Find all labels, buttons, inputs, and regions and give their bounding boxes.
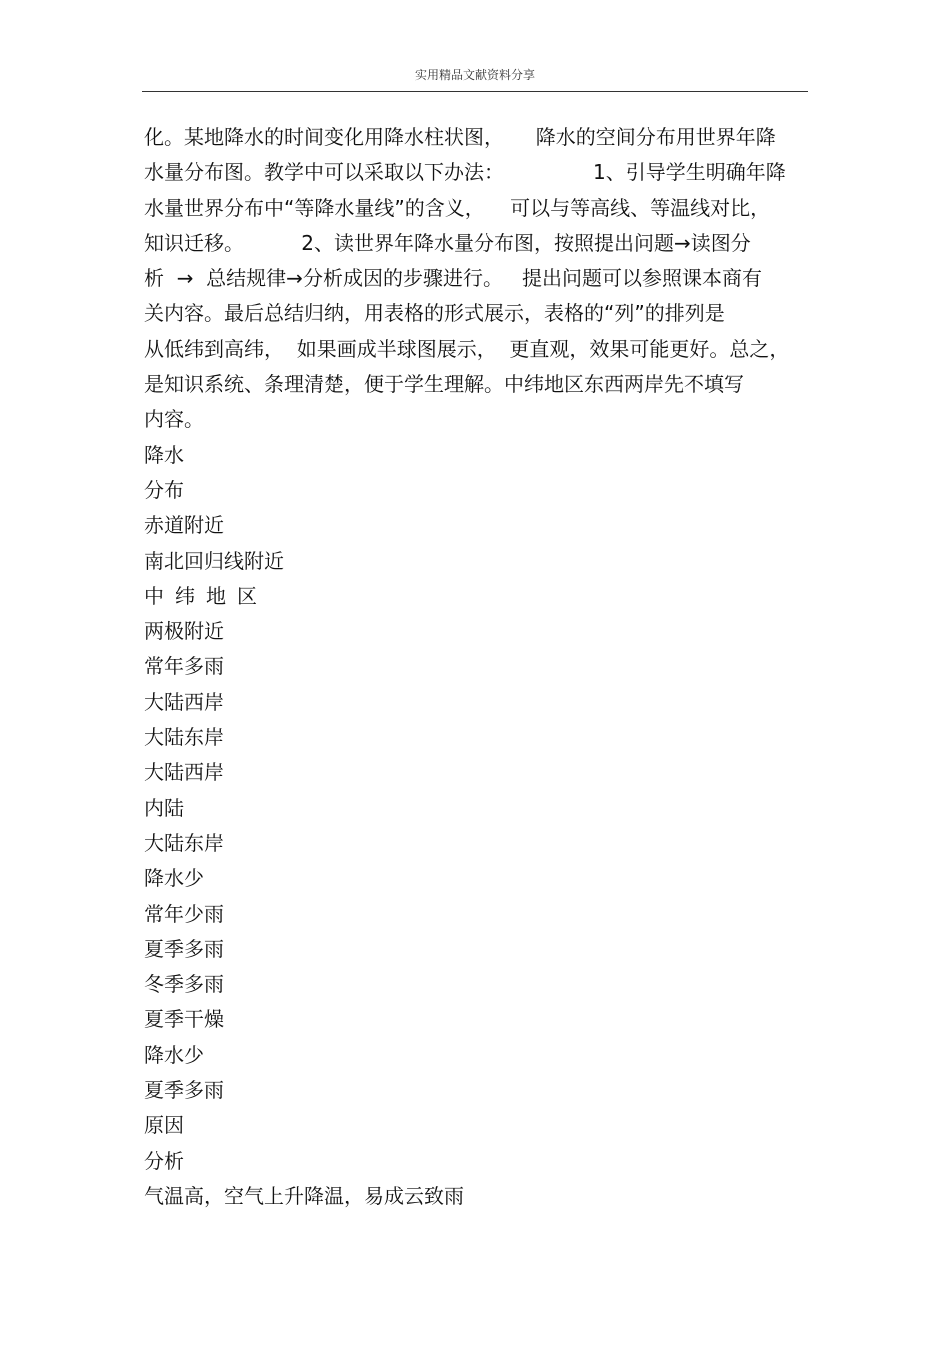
- table-item: 冬季多雨: [144, 972, 224, 997]
- paragraph-line: 是知识系统、条理清楚，便于学生理解。中纬地区东西两岸先不填写: [144, 372, 744, 397]
- header-rule: [142, 91, 808, 92]
- table-item: 降水少: [144, 866, 204, 891]
- table-item: 降水少: [144, 1042, 204, 1067]
- paragraph-line: 从低纬到高纬， 如果画成半球图展示， 更直观，效果可能更好。总之，: [144, 336, 790, 361]
- document-body: [144, 120, 808, 1214]
- table-item: 中纬地区: [144, 583, 268, 608]
- paragraph-line: 关内容。最后总结归纳，用表格的形式展示，表格的“列”的排列是: [144, 301, 725, 326]
- paragraph-line: 析 → 总结规律→分析成因的步骤进行。 提出问题可以参照课本商有: [144, 266, 763, 291]
- table-item: 大陆东岸: [144, 830, 224, 855]
- table-item: 气温高，空气上升降温，易成云致雨: [144, 1183, 464, 1208]
- table-item: 内陆: [144, 795, 184, 820]
- paragraph-line: 水量分布图。教学中可以采取以下办法： 1、引导学生明确年降: [144, 160, 786, 185]
- table-item: 夏季干燥: [144, 1007, 224, 1032]
- table-item: 常年多雨: [144, 654, 224, 679]
- table-item: 夏季多雨: [144, 1078, 224, 1103]
- table-item: 大陆东岸: [144, 725, 224, 750]
- table-item: 原因: [144, 1113, 184, 1138]
- paragraph-line: 化。某地降水的时间变化用降水柱状图， 降水的空间分布用世界年降: [144, 125, 776, 149]
- table-item: 降水: [144, 442, 184, 467]
- page-header: 实用精品文献资料分享: [414, 68, 535, 82]
- table-item: 常年少雨: [144, 901, 224, 926]
- table-item: 两极附近: [144, 619, 224, 644]
- table-item: 分布: [144, 477, 184, 502]
- table-item: 夏季多雨: [144, 936, 224, 961]
- paragraph-line: 水量世界分布中“等降水量线”的含义， 可以与等高线、等温线对比，: [144, 195, 771, 220]
- table-item: 分析: [144, 1148, 184, 1173]
- paragraph-line: 内容。: [144, 407, 204, 432]
- table-item: 赤道附近: [144, 513, 224, 538]
- table-item: 大陆西岸: [144, 689, 224, 714]
- paragraph-line: 知识迁移。 2、读世界年降水量分布图，按照提出问题→读图分: [144, 230, 751, 255]
- table-item: 大陆西岸: [144, 760, 224, 785]
- table-item: 南北回归线附近: [144, 548, 284, 573]
